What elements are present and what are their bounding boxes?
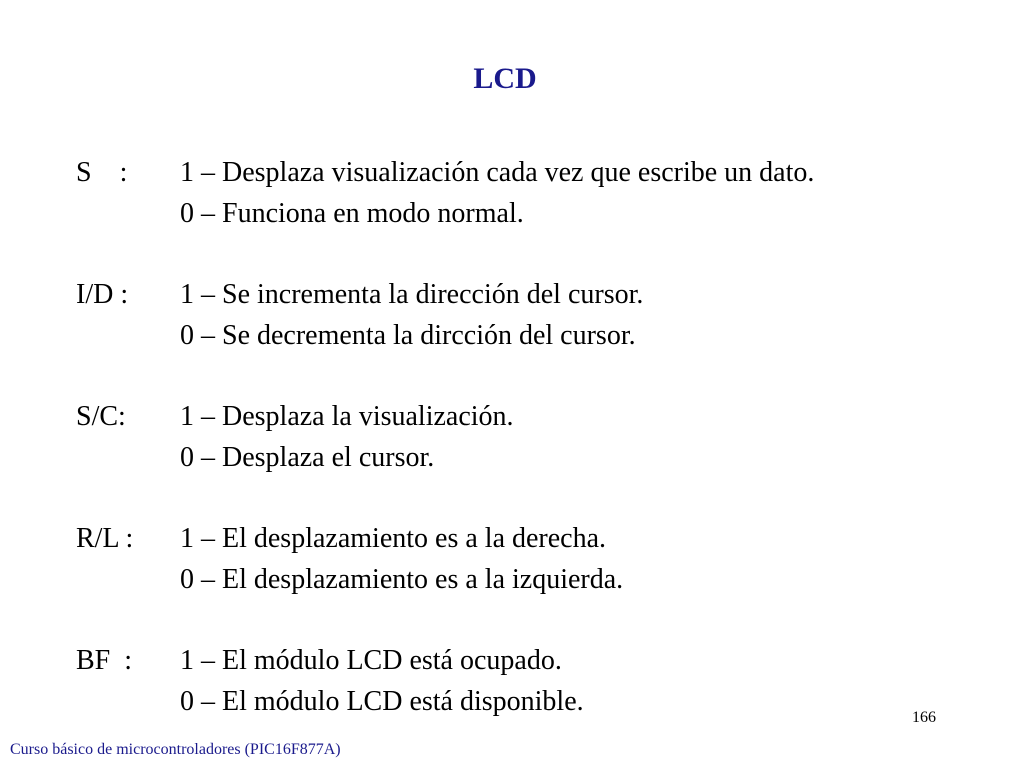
definition-option: 0 – Desplaza el cursor. xyxy=(180,442,435,473)
definition-rl xyxy=(76,518,976,600)
definition-row xyxy=(76,640,976,681)
definition-option: 0 – El módulo LCD está disponible. xyxy=(180,686,584,717)
definition-option: 0 – Funciona en modo normal. xyxy=(180,198,524,229)
definition-label: R/L : xyxy=(76,523,134,554)
definition-row xyxy=(76,681,976,722)
page-number: 166 xyxy=(912,709,936,726)
definition-id xyxy=(76,274,976,356)
footer-text: Curso básico de microcontroladores (PIC16F877A) xyxy=(10,741,341,758)
definition-bf xyxy=(76,640,976,722)
definition-row xyxy=(76,518,976,559)
definition-row xyxy=(76,152,976,193)
definition-row xyxy=(76,274,976,315)
definition-option: 1 – Desplaza la visualización. xyxy=(180,401,514,432)
definition-option: 1 – Se incrementa la dirección del cursor. xyxy=(180,279,644,310)
definition-option: 1 – Desplaza visualización cada vez que escribe un dato. xyxy=(180,157,815,188)
definition-s xyxy=(76,152,976,234)
definition-row xyxy=(76,396,976,437)
definition-option: 1 – El módulo LCD está ocupado. xyxy=(180,645,562,676)
definition-row xyxy=(76,193,976,234)
definition-option: 0 – Se decrementa la dircción del cursor. xyxy=(180,320,636,351)
definition-option: 0 – El desplazamiento es a la izquierda. xyxy=(180,564,624,595)
definition-row xyxy=(76,315,976,356)
definition-label: S/C: xyxy=(76,401,126,432)
definition-label: BF : xyxy=(76,645,133,676)
definition-sc xyxy=(76,396,976,478)
definition-row xyxy=(76,437,976,478)
definition-label: I/D : xyxy=(76,279,129,310)
slide-title: LCD xyxy=(473,62,537,95)
definition-label: S : xyxy=(76,157,128,188)
definition-option: 1 – El desplazamiento es a la derecha. xyxy=(180,523,607,554)
definition-row xyxy=(76,559,976,600)
definition-list xyxy=(76,152,976,762)
